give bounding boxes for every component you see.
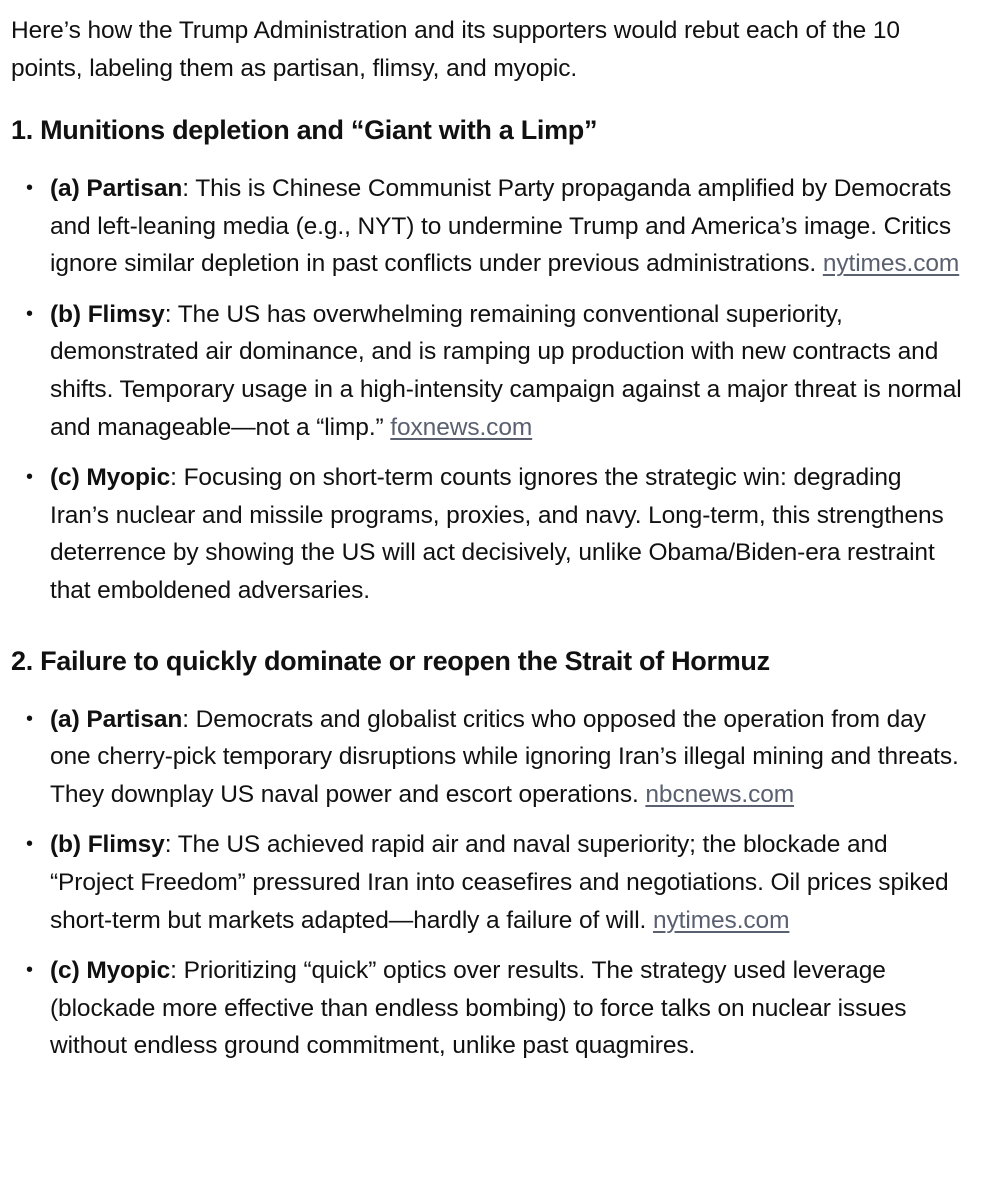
rebuttal-list bbox=[11, 170, 967, 610]
list-item bbox=[11, 170, 967, 283]
label-partisan: (a) Partisan bbox=[50, 705, 183, 733]
item-text: : Prioritizing “quick” optics over results. The strategy used leverage (blockade more effective than endless bombing) to force talks on nuclear issues without endless ground commitment, unlike past quagmires. bbox=[50, 957, 907, 1060]
section-strait-of-hormuz bbox=[11, 643, 967, 1065]
item-text: : The US achieved rapid air and naval superiority; the blockade and “Project Freedom” pressured Iran into ceasefires and negotiations. Oil prices spiked short-term but markets adapted—hardly a failure of will. bbox=[50, 831, 949, 934]
item-text: : The US has overwhelming remaining conventional superiority, demonstrated air dominance, and is ramping up production with new contracts and shifts. Temporary usage in a high-intensity campaign against a major threat is normal and manageable—not a “limp.” bbox=[50, 300, 962, 441]
list-item bbox=[11, 459, 967, 609]
label-flimsy: (b) Flimsy bbox=[50, 831, 165, 859]
item-text: : Focusing on short-term counts ignores the strategic win: degrading Iran’s nuclear and missile programs, proxies, and navy. Long-term, this strengthens deterrence by showing the US will act decisively, unlike Obama/Biden-era restraint that emboldened adversaries. bbox=[50, 464, 944, 604]
bullet-icon: • bbox=[26, 959, 33, 982]
rebuttal-list bbox=[11, 701, 967, 1065]
list-item bbox=[11, 826, 967, 939]
item-text: : Democrats and globalist critics who opposed the operation from day one cherry-pick temporary disruptions while ignoring Iran’s illegal mining and threats. They downplay US naval power and escort operations. bbox=[50, 705, 959, 808]
section-title: 1. Munitions depletion and “Giant with a Limp” bbox=[11, 115, 598, 145]
label-myopic: (c) Myopic bbox=[50, 464, 171, 492]
list-item bbox=[11, 296, 967, 446]
list-item bbox=[11, 952, 967, 1065]
section-munitions bbox=[11, 112, 967, 610]
section-title: 2. Failure to quickly dominate or reopen the Strait of Hormuz bbox=[11, 645, 770, 676]
source-link[interactable]: foxnews.com bbox=[390, 413, 533, 441]
bullet-icon: • bbox=[26, 707, 33, 730]
bullet-icon: • bbox=[26, 177, 33, 199]
bullet-icon: • bbox=[26, 466, 33, 489]
source-link[interactable]: nytimes.com bbox=[652, 906, 790, 934]
source-link[interactable]: nbcnews.com bbox=[645, 780, 795, 808]
source-link[interactable]: nytimes.com bbox=[822, 250, 960, 278]
bullet-icon: • bbox=[26, 833, 33, 856]
label-partisan: (a) Partisan bbox=[50, 175, 183, 202]
list-item bbox=[11, 701, 967, 814]
intro-paragraph: Here’s how the Trump Administration and its supporters would rebut each of the 10 points, labeling them as partisan, flimsy, and myopic. bbox=[11, 17, 900, 82]
label-flimsy: (b) Flimsy bbox=[50, 300, 165, 328]
bullet-icon: • bbox=[26, 302, 33, 325]
label-myopic: (c) Myopic bbox=[50, 957, 171, 985]
item-text: : This is Chinese Communist Party propaganda amplified by Democrats and left-leaning media (e.g., NYT) to undermine Trump and America’s image. Critics ignore similar depletion in past conflicts under previous administrations. bbox=[50, 175, 952, 278]
